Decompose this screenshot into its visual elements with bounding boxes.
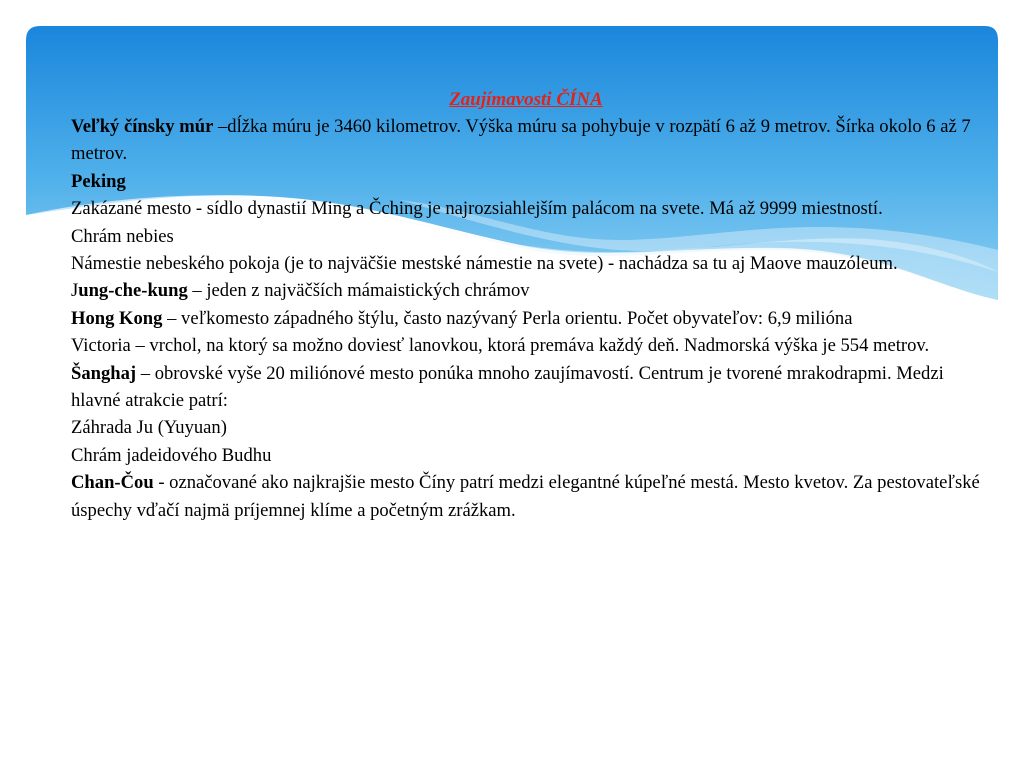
text-shanghai: – obrovské vyše 20 miliónové mesto ponúka mnoho zaujímavostí. Centrum je tvorené mrakodrapmi. Medzi hlavné atrakcie patrí:	[71, 362, 944, 412]
heading-peking: Peking	[71, 170, 126, 192]
paragraph-victoria: Victoria – vrchol, na ktorý sa možno doviesť lanovkou, ktorá premáva každý deň. Nadmorská výška je 554 metrov.	[71, 335, 930, 357]
paragraph-shanghai	[71, 360, 981, 415]
heading-hangzhou: Chan-Čou	[71, 472, 154, 494]
paragraph-hong-kong	[71, 305, 981, 332]
paragraph-great-wall	[71, 113, 981, 168]
paragraph-jade-buddha: Chrám jadeidového Budhu	[71, 444, 272, 466]
paragraph-tiananmen: Námestie nebeského pokoja (je to najväčšie mestské námestie na svete) - nachádza sa tu aj Maove mauzóleum.	[71, 253, 898, 275]
slide-title: Zaujímavosti ČÍNA	[449, 89, 603, 110]
paragraph-forbidden-city: Zakázané mesto - sídlo dynastií Ming a Čching je najrozsiahlejším palácom na svete. Má až 9999 miestností.	[71, 198, 883, 220]
text-hong-kong: – veľkomesto západného štýlu, často nazývaný Perla orientu. Počet obyvateľov: 6,9 milióna	[162, 307, 853, 329]
slide-body	[71, 86, 981, 524]
paragraph-yuyuan: Záhrada Ju (Yuyuan)	[71, 417, 227, 439]
text-yonghegong: – jeden z najväčších mámaistických chrámov	[187, 280, 530, 302]
paragraph-hangzhou	[71, 469, 981, 524]
paragraph-temple-of-heaven: Chrám nebies	[71, 225, 174, 247]
heading-shanghai: Šanghaj	[71, 362, 137, 384]
heading-hong-kong: Hong Kong	[71, 307, 163, 329]
text-yonghegong-initial: J	[71, 280, 79, 302]
heading-yonghegong: ung-che-kung	[78, 280, 188, 302]
text-great-wall: –dĺžka múru je 3460 kilometrov. Výška múru sa pohybuje v rozpätí 6 až 9 metrov. Šírka okolo 6 až 7 metrov.	[71, 116, 971, 165]
paragraph-yonghegong	[71, 277, 981, 304]
heading-great-wall: Veľký čínsky múr	[71, 116, 214, 137]
text-hangzhou: - označované ako najkrajšie mesto Číny patrí medzi elegantné kúpeľné mestá. Mesto kvetov. Za pestovateľské úspechy vďačí najmä príjemnej klíme a početným zrážkam.	[71, 472, 980, 521]
